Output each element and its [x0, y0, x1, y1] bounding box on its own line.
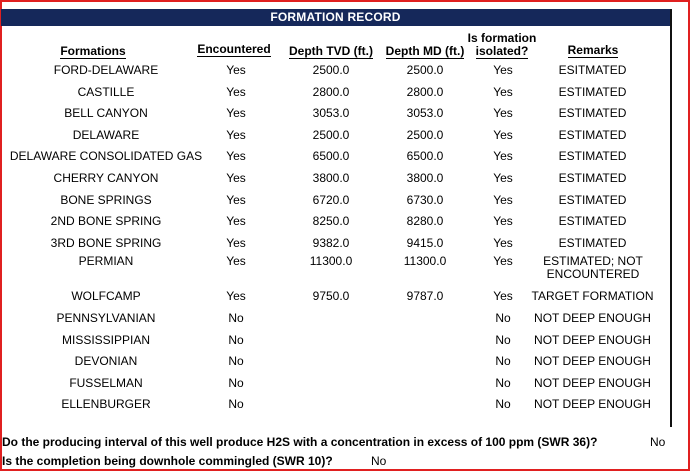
- isolated-value: Yes: [493, 84, 513, 99]
- depth-tvd-value: 3800.0: [312, 170, 350, 185]
- depth-tvd-value: 3053.0: [312, 106, 350, 121]
- depth-tvd-value: 6720.0: [312, 192, 350, 207]
- encountered-value: Yes: [226, 170, 246, 185]
- encountered-value: Yes: [226, 106, 246, 121]
- depth-md-value: 6730.0: [406, 192, 444, 207]
- remarks-value: ESTIMATED: [558, 170, 627, 185]
- isolated-value: Yes: [493, 106, 513, 121]
- formation-name: BELL CANYON: [64, 106, 148, 121]
- depth-md-value: 2500.0: [406, 63, 444, 77]
- answer-commingled: No: [371, 454, 387, 468]
- isolated-value: No: [495, 332, 511, 347]
- remarks-value: ESTIMATED: [558, 106, 627, 121]
- table-row: [0, 254, 670, 286]
- formation-name: WOLFCAMP: [71, 289, 141, 304]
- remarks-value: ESTIMATED: [558, 84, 627, 99]
- encountered-value: Yes: [226, 235, 246, 250]
- column-header-depth-md-label: Depth MD (ft.): [385, 44, 465, 58]
- formation-name: PERMIAN: [78, 254, 134, 269]
- column-header-isolated-line1: Is formation: [467, 31, 537, 45]
- remarks-value: ESITMATED: [558, 63, 627, 77]
- isolated-value: Yes: [493, 63, 513, 77]
- formation-name: ELLENBURGER: [61, 397, 151, 412]
- remarks-value: ESTIMATED: [558, 214, 627, 229]
- column-header-formations-label: Formations: [60, 44, 126, 58]
- remarks-value: ESTIMATED: [558, 235, 627, 250]
- column-header-formations: [40, 45, 146, 58]
- table-row: [0, 103, 670, 125]
- column-header-remarks: [550, 44, 636, 57]
- formation-name: FORD-DELAWARE: [53, 63, 159, 77]
- table-row: [0, 60, 670, 82]
- formation-name: FUSSELMAN: [69, 375, 143, 390]
- depth-md-value: 3053.0: [406, 106, 444, 121]
- depth-md-value: 2500.0: [406, 127, 444, 142]
- remarks-value: NOT DEEP ENOUGH: [534, 310, 651, 325]
- column-header-encountered: [192, 43, 276, 56]
- column-header-depth-md: [380, 45, 470, 58]
- column-header-depth-tvd-label: Depth TVD (ft.): [289, 44, 373, 58]
- remarks-value: NOT DEEP ENOUGH: [534, 397, 651, 412]
- encountered-value: Yes: [226, 254, 246, 269]
- table-row: [0, 308, 670, 330]
- remarks-value: ESTIMATED; NOT ENCOUNTERED: [543, 254, 643, 282]
- isolated-value: No: [495, 397, 511, 412]
- table-row: [0, 286, 670, 308]
- depth-md-value: 9787.0: [406, 289, 444, 304]
- formation-name: DEVONIAN: [74, 354, 138, 369]
- depth-tvd-value: 2800.0: [312, 84, 350, 99]
- table-row: [0, 125, 670, 147]
- depth-md-value: 8280.0: [406, 214, 444, 229]
- depth-md-value: 11300.0: [403, 254, 447, 269]
- table-row: [0, 394, 670, 416]
- remarks-value: ESTIMATED: [558, 149, 627, 164]
- encountered-value: No: [228, 375, 244, 390]
- depth-md-value: 6500.0: [406, 149, 444, 164]
- depth-tvd-value: 2500.0: [312, 127, 350, 142]
- column-header-depth-tvd: [282, 45, 380, 58]
- isolated-value: Yes: [493, 170, 513, 185]
- depth-tvd-value: 9750.0: [312, 289, 350, 304]
- depth-tvd-value: 8250.0: [312, 214, 350, 229]
- formation-table: [0, 60, 670, 416]
- table-row: [0, 146, 670, 168]
- encountered-value: Yes: [226, 84, 246, 99]
- depth-md-value: 3800.0: [406, 170, 444, 185]
- formation-name: PENNSYLVANIAN: [56, 310, 156, 325]
- table-row: [0, 351, 670, 373]
- formation-name: CHERRY CANYON: [53, 170, 159, 185]
- depth-tvd-value: 2500.0: [312, 63, 350, 77]
- remarks-value: NOT DEEP ENOUGH: [534, 375, 651, 390]
- isolated-value: Yes: [493, 254, 513, 269]
- isolated-value: Yes: [493, 149, 513, 164]
- formation-name: 3RD BONE SPRING: [50, 235, 162, 250]
- encountered-value: Yes: [226, 149, 246, 164]
- encountered-value: Yes: [226, 214, 246, 229]
- encountered-value: Yes: [226, 192, 246, 207]
- table-row: [0, 233, 670, 255]
- depth-md-value: 2800.0: [406, 84, 444, 99]
- isolated-value: No: [495, 354, 511, 369]
- question-h2s: Do the producing interval of this well produce H2S with a concentration in excess of 100 ppm (SWR 36)?: [2, 435, 598, 449]
- section-title: FORMATION RECORD: [1, 9, 670, 26]
- table-row: [0, 211, 670, 233]
- answer-h2s: No: [650, 435, 666, 449]
- depth-tvd-value: 6500.0: [312, 149, 350, 164]
- isolated-value: Yes: [493, 235, 513, 250]
- encountered-value: Yes: [226, 289, 246, 304]
- table-row: [0, 82, 670, 104]
- encountered-value: No: [228, 310, 244, 325]
- formation-name: MISSISSIPPIAN: [61, 332, 151, 347]
- column-header-encountered-label: Encountered: [197, 42, 271, 56]
- question-commingled: Is the completion being downhole commingled (SWR 10)?: [2, 454, 333, 468]
- remarks-value: NOT DEEP ENOUGH: [534, 354, 651, 369]
- remarks-value: ESTIMATED: [558, 192, 627, 207]
- encountered-value: No: [228, 397, 244, 412]
- table-row: [0, 373, 670, 395]
- table-row: [0, 190, 670, 212]
- depth-tvd-value: 11300.0: [309, 254, 353, 269]
- encountered-value: Yes: [226, 127, 246, 142]
- table-row: [0, 168, 670, 190]
- encountered-value: No: [228, 354, 244, 369]
- isolated-value: No: [495, 375, 511, 390]
- remarks-value: NOT DEEP ENOUGH: [534, 332, 651, 347]
- column-header-remarks-label: Remarks: [567, 43, 619, 57]
- isolated-value: Yes: [493, 192, 513, 207]
- formation-name: CASTILLE: [77, 84, 135, 99]
- remarks-value: TARGET FORMATION: [531, 289, 654, 304]
- formation-name: DELAWARE: [72, 127, 140, 142]
- remarks-value: ESTIMATED: [558, 127, 627, 142]
- column-header-isolated-line2: isolated?: [475, 44, 529, 58]
- formation-name: DELAWARE CONSOLIDATED GAS: [9, 149, 203, 164]
- encountered-value: Yes: [226, 63, 246, 77]
- depth-md-value: 9415.0: [406, 235, 444, 250]
- encountered-value: No: [228, 332, 244, 347]
- isolated-value: Yes: [493, 214, 513, 229]
- formation-name: BONE SPRINGS: [60, 192, 152, 207]
- column-header-isolated: [462, 32, 542, 58]
- table-right-border: [670, 9, 672, 427]
- isolated-value: Yes: [493, 127, 513, 142]
- table-row: [0, 330, 670, 352]
- depth-tvd-value: 9382.0: [312, 235, 350, 250]
- isolated-value: Yes: [493, 289, 513, 304]
- formation-name: 2ND BONE SPRING: [50, 214, 162, 229]
- isolated-value: No: [495, 310, 511, 325]
